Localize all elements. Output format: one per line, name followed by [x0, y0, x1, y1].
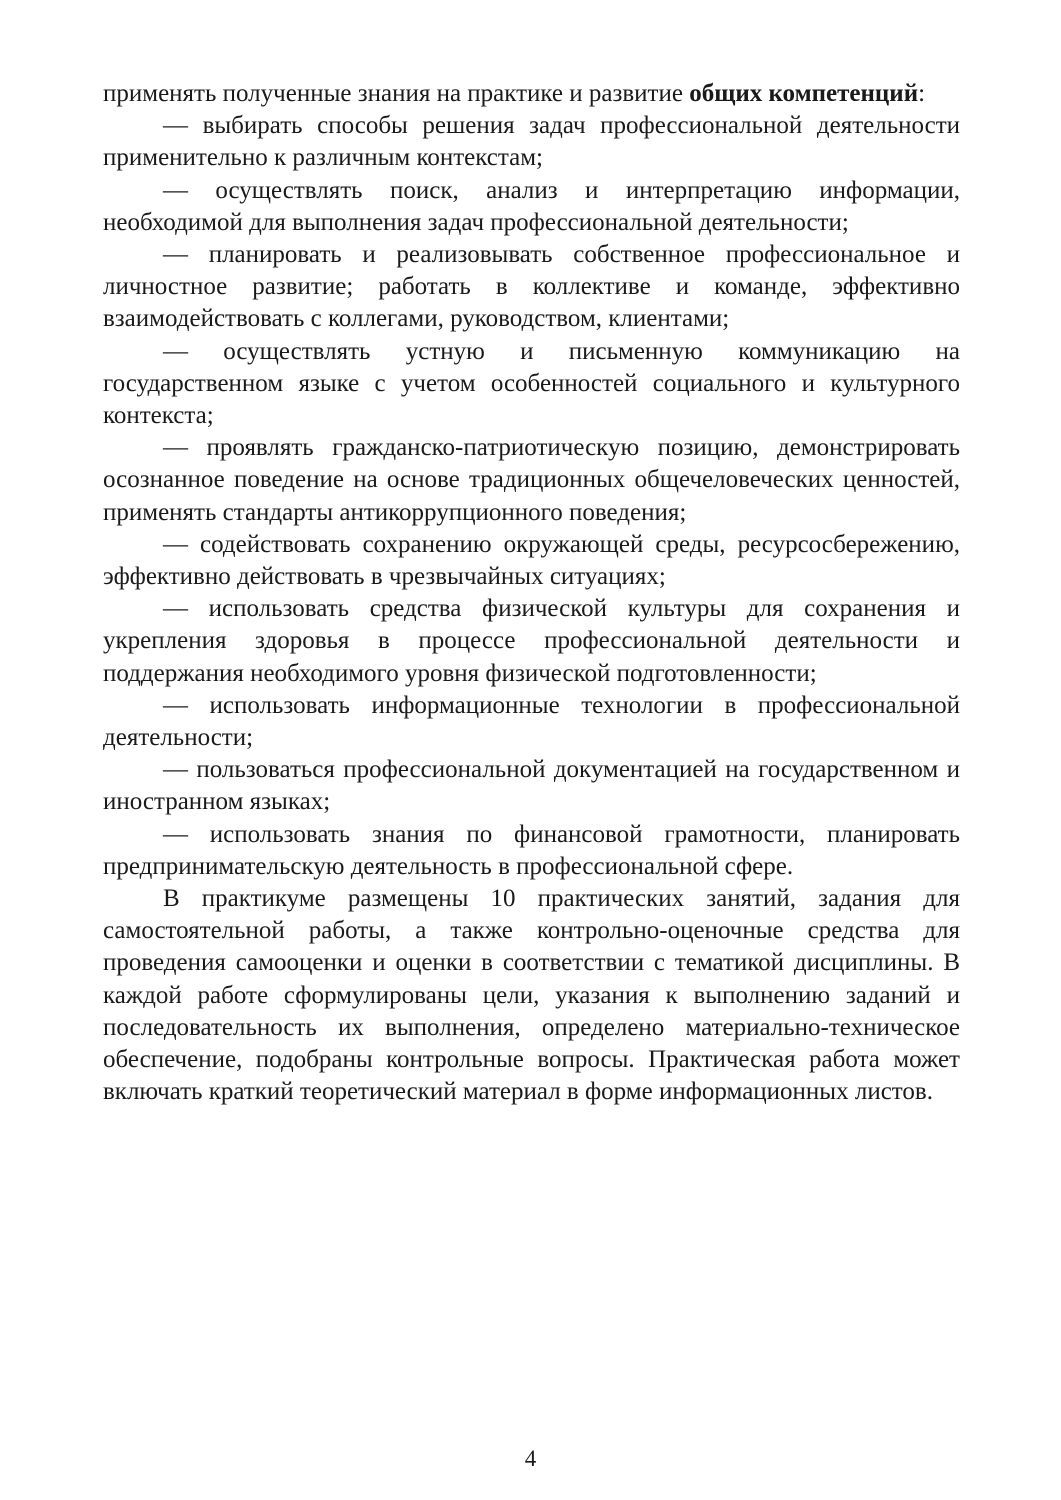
- competency-item: — использовать знания по финансовой грамотности, планировать предпринимательскую деятельность в профессиональной сфере.: [103, 820, 960, 880]
- body-text: [103, 78, 960, 1109]
- competency-item: — содействовать сохранению окружающей среды, ресурсосбережению, эффективно действовать в чрезвычайных ситуациях;: [103, 530, 960, 591]
- competency-item: — использовать средства физической культуры для сохранения и укрепления здоровья в процессе профессиональной деятельности и поддержания необходимого уровня физической подготовленности;: [103, 595, 960, 687]
- competency-item: — выбирать способы решения задач профессиональной деятельности применительно к различным контекстам;: [103, 112, 960, 172]
- page-number: 4: [524, 1446, 537, 1471]
- intro-colon: :: [918, 80, 926, 107]
- competency-item: — использовать информационные технологии в профессиональной деятельности;: [103, 691, 960, 752]
- competency-item: — осуществлять устную и письменную коммуникацию на государственном языке с учетом особенностей социального и культурного контекста;: [103, 337, 960, 430]
- closing-paragraph: В практикуме размещены 10 практических занятий, задания для самостоятельной работы, а также контрольно-оценочные средства для проведения самооценки и оценки в соответствии с тематикой дисциплины. В каждой работе сформулированы цели, указания к выполнению заданий и последовательность их выполнения, определено материально-техническое обеспечение, подобраны контрольные вопросы. Практическая работа может включать краткий теоретический материал в форме информационных листов.: [103, 885, 960, 1106]
- intro-text: применять полученные знания на практике и развитие: [103, 80, 690, 107]
- competency-item: — планировать и реализовывать собственное профессиональное и личностное развитие; работать в коллективе и команде, эффективно взаимодействовать с коллегами, руководством, клиентами;: [103, 241, 960, 333]
- intro-bold-term: общих компетенций: [689, 80, 919, 107]
- competency-item: — проявлять гражданско-патриотическую позицию, демонстрировать осознанное поведение на основе традиционных общечеловеческих ценностей, применять стандарты антикоррупционного поведения;: [103, 434, 960, 526]
- intro-paragraph: [103, 78, 960, 110]
- competency-item: — осуществлять поиск, анализ и интерпретацию информации, необходимой для выполнения задач профессиональной деятельности;: [103, 176, 960, 236]
- competency-item: — пользоваться профессиональной документацией на государственном и иностранном языках;: [103, 756, 960, 816]
